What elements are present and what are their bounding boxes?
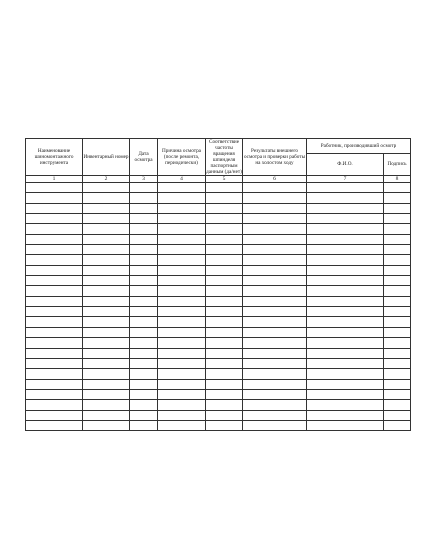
- table-cell: [26, 234, 83, 244]
- table-cell: [384, 327, 411, 337]
- table-cell: [206, 276, 243, 286]
- column-number: 3: [130, 176, 158, 183]
- table-cell: [158, 296, 206, 306]
- table-cell: [243, 203, 307, 213]
- table-cell: [206, 307, 243, 317]
- table-cell: [307, 214, 384, 224]
- table-cell: [206, 234, 243, 244]
- table-cell: [206, 327, 243, 337]
- table-cell: [83, 183, 130, 193]
- column-number: 1: [26, 176, 83, 183]
- table-row: [26, 193, 411, 203]
- table-cell: [130, 358, 158, 368]
- table-cell: [83, 358, 130, 368]
- table-cell: [206, 348, 243, 358]
- table-cell: [83, 296, 130, 306]
- table-cell: [158, 410, 206, 420]
- table-cell: [158, 234, 206, 244]
- table-cell: [83, 234, 130, 244]
- table-cell: [158, 358, 206, 368]
- table-cell: [158, 400, 206, 410]
- table-cell: [83, 276, 130, 286]
- table-cell: [26, 214, 83, 224]
- table-cell: [26, 183, 83, 193]
- table-cell: [26, 203, 83, 213]
- table-row: [26, 348, 411, 358]
- table-row: [26, 317, 411, 327]
- table-cell: [384, 296, 411, 306]
- table-cell: [130, 214, 158, 224]
- table-cell: [130, 224, 158, 234]
- table-cell: [307, 296, 384, 306]
- table-cell: [83, 317, 130, 327]
- table-cell: [26, 245, 83, 255]
- table-cell: [243, 234, 307, 244]
- table-cell: [384, 410, 411, 420]
- table-cell: [158, 245, 206, 255]
- table-cell: [130, 245, 158, 255]
- table-cell: [307, 234, 384, 244]
- table-cell: [26, 224, 83, 234]
- table-cell: [158, 379, 206, 389]
- table-row: [26, 358, 411, 368]
- table-cell: [243, 369, 307, 379]
- table-cell: [307, 193, 384, 203]
- table-cell: [83, 286, 130, 296]
- table-cell: [384, 255, 411, 265]
- table-row: [26, 420, 411, 430]
- table-cell: [307, 276, 384, 286]
- table-cell: [158, 348, 206, 358]
- table-cell: [130, 327, 158, 337]
- table-cell: [83, 203, 130, 213]
- table-cell: [307, 245, 384, 255]
- table-cell: [384, 265, 411, 275]
- table-cell: [83, 369, 130, 379]
- table-cell: [206, 338, 243, 348]
- inspection-log-table: [25, 138, 411, 431]
- table-cell: [158, 389, 206, 399]
- table-cell: [158, 255, 206, 265]
- table-cell: [307, 203, 384, 213]
- table-cell: [83, 400, 130, 410]
- table-cell: [384, 348, 411, 358]
- table-cell: [158, 183, 206, 193]
- table-cell: [307, 358, 384, 368]
- table-cell: [158, 203, 206, 213]
- table-cell: [158, 327, 206, 337]
- table-cell: [206, 379, 243, 389]
- table-cell: [130, 255, 158, 265]
- table-cell: [158, 420, 206, 430]
- table-cell: [130, 286, 158, 296]
- table-cell: [243, 327, 307, 337]
- table-cell: [83, 348, 130, 358]
- table-row: [26, 307, 411, 317]
- table-cell: [130, 193, 158, 203]
- column-number: 5: [206, 176, 243, 183]
- table-cell: [130, 420, 158, 430]
- table-cell: [307, 348, 384, 358]
- table-cell: [307, 317, 384, 327]
- table-cell: [243, 193, 307, 203]
- table-cell: [384, 245, 411, 255]
- table-cell: [158, 338, 206, 348]
- table-cell: [243, 245, 307, 255]
- table-cell: [307, 255, 384, 265]
- table-cell: [307, 307, 384, 317]
- table-cell: [384, 420, 411, 430]
- table-cell: [206, 358, 243, 368]
- table-cell: [307, 369, 384, 379]
- table-cell: [206, 245, 243, 255]
- table-cell: [384, 400, 411, 410]
- table-cell: [307, 286, 384, 296]
- table-cell: [384, 369, 411, 379]
- table-cell: [384, 234, 411, 244]
- table-cell: [243, 183, 307, 193]
- table-cell: [158, 307, 206, 317]
- table-cell: [243, 379, 307, 389]
- table-cell: [130, 348, 158, 358]
- table-cell: [307, 379, 384, 389]
- table-cell: [243, 410, 307, 420]
- table-cell: [243, 400, 307, 410]
- column-number: 7: [307, 176, 384, 183]
- table-cell: [384, 203, 411, 213]
- table-cell: [130, 276, 158, 286]
- header-spindle-speed-compliance: Соответствие частоты вращения шпинделя паспортным данным (да/нет): [206, 139, 242, 175]
- table-cell: [158, 214, 206, 224]
- table-body: [26, 183, 411, 431]
- table-cell: [26, 265, 83, 275]
- table-cell: [243, 348, 307, 358]
- table-cell: [26, 358, 83, 368]
- table-row: [26, 379, 411, 389]
- table-cell: [83, 327, 130, 337]
- table-cell: [26, 348, 83, 358]
- table-cell: [243, 224, 307, 234]
- table-cell: [158, 317, 206, 327]
- table-cell: [26, 193, 83, 203]
- table-row: [26, 276, 411, 286]
- table-cell: [26, 338, 83, 348]
- header-inspector-group: Работник, производивший осмотр: [307, 139, 411, 154]
- table-cell: [130, 389, 158, 399]
- table-cell: [26, 389, 83, 399]
- column-number: 6: [243, 176, 307, 183]
- table-cell: [307, 400, 384, 410]
- table-cell: [130, 379, 158, 389]
- table-cell: [206, 420, 243, 430]
- table-row: [26, 203, 411, 213]
- table-cell: [384, 389, 411, 399]
- table-cell: [83, 245, 130, 255]
- table-cell: [83, 410, 130, 420]
- table-row: [26, 400, 411, 410]
- table-row: [26, 214, 411, 224]
- table-cell: [158, 265, 206, 275]
- table-cell: [83, 265, 130, 275]
- table-row: [26, 234, 411, 244]
- table-cell: [206, 296, 243, 306]
- table-cell: [206, 400, 243, 410]
- table-cell: [26, 400, 83, 410]
- table-cell: [130, 410, 158, 420]
- header-inspection-results: Результаты внешнего осмотра и проверки работы на холостом ходу: [243, 139, 307, 176]
- table-cell: [384, 317, 411, 327]
- table-cell: [384, 379, 411, 389]
- table-cell: [26, 317, 83, 327]
- table-cell: [243, 358, 307, 368]
- table-cell: [243, 389, 307, 399]
- table-cell: [83, 389, 130, 399]
- table-cell: [158, 224, 206, 234]
- table-cell: [243, 214, 307, 224]
- table-cell: [384, 193, 411, 203]
- table-cell: [130, 296, 158, 306]
- table-row: [26, 327, 411, 337]
- table-cell: [26, 420, 83, 430]
- table-cell: [26, 296, 83, 306]
- table-cell: [83, 338, 130, 348]
- table-cell: [307, 183, 384, 193]
- table-row: [26, 265, 411, 275]
- header-inspection-date: Дата осмотра: [130, 139, 158, 176]
- table-cell: [206, 183, 243, 193]
- table-cell: [307, 265, 384, 275]
- table-cell: [83, 420, 130, 430]
- table-cell: [83, 224, 130, 234]
- table-cell: [307, 420, 384, 430]
- table-row: [26, 286, 411, 296]
- table-row: [26, 183, 411, 193]
- table-cell: [26, 327, 83, 337]
- table-cell: [206, 255, 243, 265]
- table-cell: [26, 379, 83, 389]
- table-cell: [384, 214, 411, 224]
- table-cell: [206, 214, 243, 224]
- table-cell: [206, 389, 243, 399]
- table-row: [26, 224, 411, 234]
- table-cell: [130, 338, 158, 348]
- table-cell: [26, 276, 83, 286]
- table-row: [26, 389, 411, 399]
- table-cell: [243, 255, 307, 265]
- table-cell: [384, 224, 411, 234]
- table-cell: [206, 286, 243, 296]
- column-number: 8: [384, 176, 411, 183]
- table-cell: [243, 286, 307, 296]
- table-cell: [206, 265, 243, 275]
- table-cell: [83, 214, 130, 224]
- table-row: [26, 369, 411, 379]
- table-cell: [307, 338, 384, 348]
- table-cell: [206, 317, 243, 327]
- table-row: [26, 245, 411, 255]
- table-row: [26, 296, 411, 306]
- table-cell: [206, 369, 243, 379]
- table-cell: [384, 358, 411, 368]
- table-cell: [384, 276, 411, 286]
- table-cell: [26, 307, 83, 317]
- table-cell: [206, 193, 243, 203]
- table-cell: [130, 369, 158, 379]
- table-cell: [243, 276, 307, 286]
- table-cell: [83, 255, 130, 265]
- table-cell: [26, 255, 83, 265]
- table-cell: [130, 265, 158, 275]
- table-cell: [130, 183, 158, 193]
- table-cell: [206, 410, 243, 420]
- table-cell: [26, 369, 83, 379]
- table-cell: [243, 338, 307, 348]
- table-cell: [158, 286, 206, 296]
- table-cell: [384, 183, 411, 193]
- table-cell: [307, 410, 384, 420]
- table-cell: [243, 317, 307, 327]
- table-cell: [384, 307, 411, 317]
- table-row: [26, 410, 411, 420]
- header-inspector-name: Ф.И.О.: [307, 153, 384, 175]
- table-cell: [83, 307, 130, 317]
- table-cell: [307, 389, 384, 399]
- table-cell: [384, 338, 411, 348]
- table-cell: [243, 265, 307, 275]
- header-inspection-reason: Причина осмотра (после ремонта, периодически): [158, 139, 206, 176]
- table-row: [26, 255, 411, 265]
- table-cell: [158, 276, 206, 286]
- table-cell: [243, 420, 307, 430]
- header-inventory-number: Инвентарный номер: [83, 139, 130, 176]
- column-number: 2: [83, 176, 130, 183]
- column-number: 4: [158, 176, 206, 183]
- table-cell: [130, 203, 158, 213]
- table-cell: [206, 224, 243, 234]
- table-cell: [243, 296, 307, 306]
- table-cell: [26, 410, 83, 420]
- table-cell: [83, 379, 130, 389]
- table-cell: [384, 286, 411, 296]
- header-inspector-signature: Подпись: [384, 153, 411, 175]
- table-cell: [158, 369, 206, 379]
- table-cell: [130, 400, 158, 410]
- table-cell: [130, 317, 158, 327]
- table-cell: [243, 307, 307, 317]
- table-cell: [206, 203, 243, 213]
- table-cell: [130, 234, 158, 244]
- table-cell: [83, 193, 130, 203]
- table-cell: [307, 327, 384, 337]
- table-cell: [130, 307, 158, 317]
- table-cell: [158, 193, 206, 203]
- table-cell: [307, 224, 384, 234]
- header-tool-name: Наименование шиномонтажного инструмента: [26, 139, 83, 176]
- table-cell: [26, 286, 83, 296]
- table-row: [26, 338, 411, 348]
